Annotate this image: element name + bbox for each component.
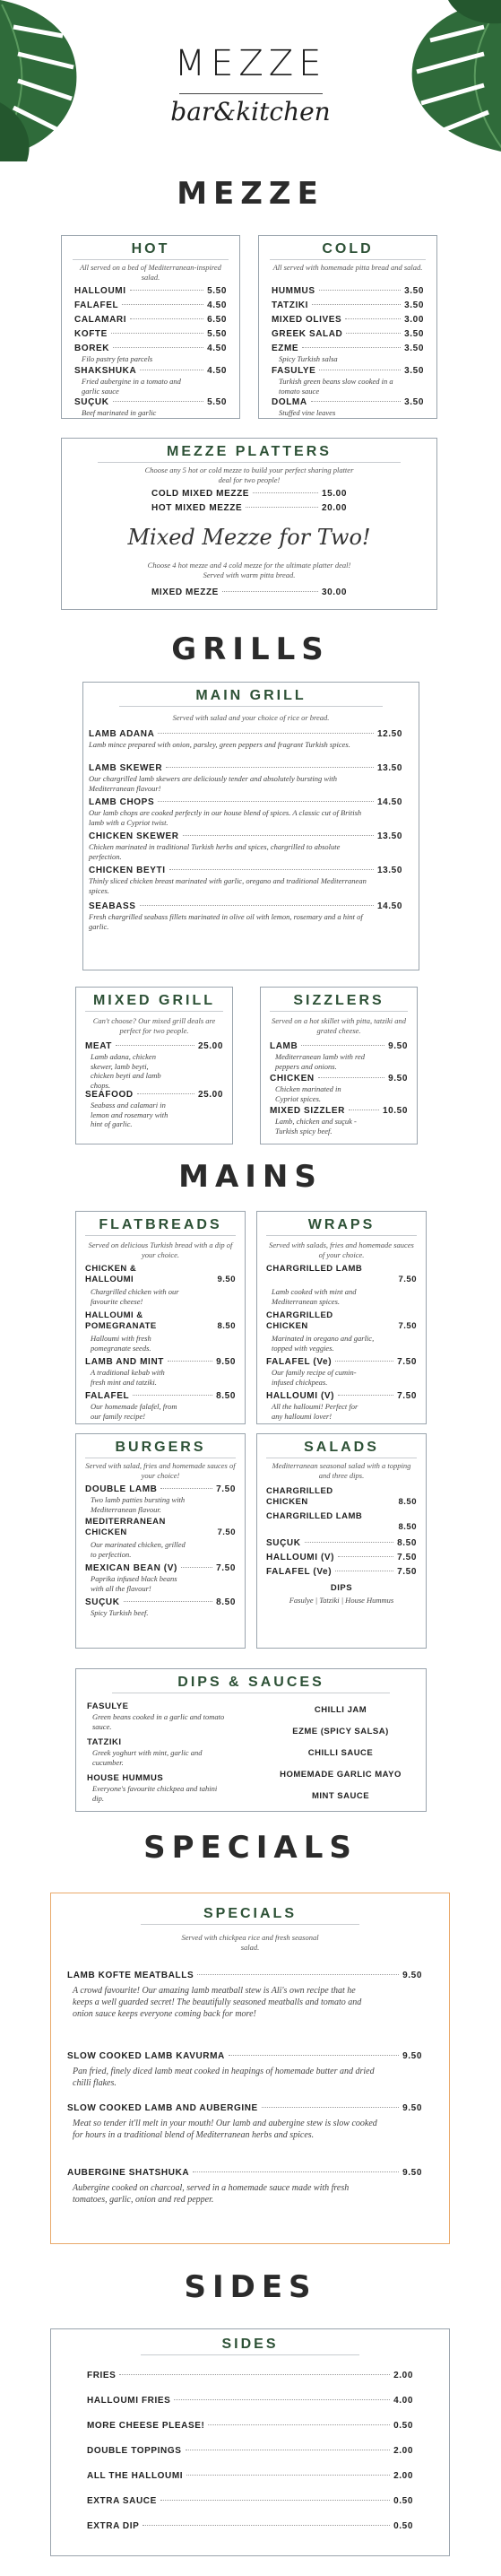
- item-description: Fresh chargrilled seabass fillets marinated in olive oil with lemon, rosemary and a hint of garlic.: [89, 912, 363, 931]
- main-grill-card: [82, 682, 419, 970]
- divider: [119, 706, 383, 707]
- section-title-sides: SIDES: [184, 2269, 317, 2305]
- sauce-item: EZME (SPICY SALSA): [292, 1727, 389, 1736]
- menu-item: LAMB KOFTE MEATBALLS 9.50: [67, 1971, 422, 1980]
- item-description: Our homemade falafel, from our family recipe!: [91, 1402, 177, 1421]
- item-description: Paprika infused black beans with all the flavour!: [91, 1574, 177, 1593]
- menu-item-price: 7.50: [217, 1527, 236, 1537]
- menu-item: MORE CHEESE PLEASE! 0.50: [87, 2421, 413, 2431]
- mixed-grill-card: [75, 987, 233, 1144]
- menu-item: LAMB AND MINT 9.50: [85, 1357, 236, 1367]
- menu-item-name: MEDITERRANEAN CHICKEN: [85, 1517, 166, 1537]
- menu-item: HALLOUMI (V) 7.50: [266, 1391, 417, 1401]
- mixed-grill-subtitle: Can't choose? Our mixed grill deals are perfect for two people.: [92, 1016, 216, 1035]
- divider: [266, 1235, 417, 1236]
- divider: [141, 1924, 359, 1925]
- menu-item: COLD MIXED MEZZE 15.00: [151, 489, 347, 499]
- item-description: Chicken marinated in Cypriot spices.: [275, 1084, 341, 1103]
- flatbreads-title: FLATBREADS: [99, 1217, 222, 1232]
- cold-title: COLD: [322, 241, 374, 257]
- item-description: Turkish green beans slow cooked in a tomato sauce: [279, 377, 393, 396]
- specials-card-title: SPECIALS: [203, 1906, 297, 1921]
- sizzlers-card: [260, 987, 418, 1144]
- item-description: Beef marinated in garlic: [82, 408, 157, 417]
- section-title-grills: GRILLS: [171, 631, 330, 667]
- menu-item-price: 7.50: [398, 1275, 417, 1284]
- burgers-subtitle: Served with salad, fries and homemade sauces of your choice!: [85, 1461, 236, 1480]
- specials-subtitle: Served with chickpea rice and fresh seasonal salad.: [181, 1933, 319, 1952]
- dips-label: DIPS: [330, 1583, 353, 1593]
- menu-item: SUÇUK 5.50: [74, 397, 227, 407]
- hot-title: HOT: [131, 241, 170, 257]
- menu-item: GREEK SALAD 3.50: [272, 329, 424, 339]
- menu-item: DOUBLE TOPPINGS 2.00: [87, 2446, 413, 2456]
- salads-title: SALADS: [304, 1440, 379, 1455]
- platters-subtitle: Choose any 5 hot or cold mezze to build your perfect sharing platter deal for two people!: [144, 466, 354, 484]
- dips-list: Fasulye | Tatziki | House Hummus: [289, 1596, 394, 1605]
- platters-subtitle-2: Choose 4 hot mezze and 4 cold mezze for the ultimate platter deal! Served with warm pitta bread.: [147, 561, 351, 579]
- menu-item: FALAFEL (Ve) 7.50: [266, 1567, 417, 1577]
- menu-item: LAMB SKEWER 13.50: [89, 763, 402, 773]
- item-description: Filo pastry feta parcels: [82, 354, 153, 363]
- item-description: A traditional kebab with fresh mint and tatziki.: [91, 1368, 165, 1387]
- section-title-specials: SPECIALS: [143, 1830, 358, 1866]
- item-description: Halloumi with fresh pomegranate seeds.: [91, 1334, 151, 1353]
- salads-card: [256, 1433, 427, 1649]
- item-description: Spicy Turkish salsa: [279, 354, 338, 363]
- menu-item-name: CHICKEN & HALLOUMI: [85, 1264, 137, 1284]
- menu-item: BOREK 4.50: [74, 344, 227, 353]
- main-grill-title: MAIN GRILL: [195, 688, 307, 703]
- dip-name: FASULYE: [87, 1701, 129, 1711]
- menu-item-price: 8.50: [398, 1522, 417, 1532]
- sauce-item: CHILLI SAUCE: [307, 1748, 374, 1758]
- item-description: All the halloumi! Perfect for any halloumi lover!: [272, 1402, 358, 1421]
- menu-item-price: 9.50: [217, 1275, 236, 1284]
- wraps-card: [256, 1211, 427, 1424]
- menu-item: CHICKEN 9.50: [270, 1074, 408, 1083]
- divider: [270, 259, 426, 260]
- menu-item: EXTRA SAUCE 0.50: [87, 2496, 413, 2506]
- platters-script-heading: Mixed Mezze for Two!: [127, 525, 371, 550]
- menu-item: DOUBLE LAMB 7.50: [85, 1484, 236, 1494]
- sauce-item: HOMEMADE GARLIC MAYO: [280, 1770, 402, 1780]
- flatbreads-subtitle: Served on delicious Turkish bread with a dip of your choice.: [88, 1240, 233, 1259]
- menu-item: MIXED MEZZE 30.00: [151, 587, 347, 597]
- menu-item: FASULYE 3.50: [272, 366, 424, 376]
- item-description: Two lamb patties bursting with Mediterranean flavour.: [91, 1495, 186, 1514]
- menu-item: FALAFEL (Ve) 7.50: [266, 1357, 417, 1367]
- menu-item: SLOW COOKED LAMB AND AUBERGINE 9.50: [67, 2103, 422, 2113]
- item-description: Thinly sliced chicken breast marinated with garlic, oregano and traditional Mediterranean spices.: [89, 876, 367, 895]
- menu-item: HUMMUS 3.50: [272, 286, 424, 296]
- hot-subtitle: All served on a bed of Mediterranean-inspired salad.: [80, 263, 221, 282]
- flatbreads-card: [75, 1211, 246, 1424]
- logo-subtitle: bar&kitchen: [170, 97, 331, 126]
- sides-card: [50, 2328, 450, 2556]
- item-description: Meat so tender it'll melt in your mouth! Our lamb and aubergine stew is slow cooked for hours in a traditional blend of Mediterranean herbs and spices.: [73, 2119, 377, 2140]
- item-description: Stuffed vine leaves: [279, 408, 336, 417]
- sauce-item: MINT SAUCE: [311, 1791, 370, 1801]
- item-description: Lamb mince prepared with onion, parsley, green peppers and fragrant Turkish spices.: [89, 740, 350, 749]
- menu-item: LAMB 9.50: [270, 1041, 408, 1051]
- sides-card-title: SIDES: [221, 2337, 279, 2352]
- menu-item: EZME 3.50: [272, 344, 424, 353]
- dip-name: TATZIKI: [87, 1737, 122, 1747]
- divider: [85, 1011, 223, 1012]
- salads-subtitle: Mediterranean seasonal salad with a topping and three dips.: [272, 1461, 411, 1480]
- item-description: Our chargrilled lamb skewers are deliciously tender and absolutely bursting with Mediterranean flavour!: [89, 774, 338, 793]
- mezze-platters-card: [61, 438, 437, 610]
- item-description: Marinated in oregano and garlic, topped with veggies.: [272, 1334, 375, 1353]
- dip-description: Green beans cooked in a garlic and tomato sauce.: [92, 1712, 225, 1731]
- dip-name: HOUSE HUMMUS: [87, 1773, 164, 1783]
- menu-item: SEABASS 14.50: [89, 901, 402, 911]
- menu-item: SUÇUK 8.50: [266, 1538, 417, 1548]
- menu-item: DOLMA 3.50: [272, 397, 424, 407]
- menu-item: MEXICAN BEAN (V) 7.50: [85, 1563, 236, 1573]
- divider: [141, 2354, 359, 2355]
- menu-item: CALAMARI 6.50: [74, 315, 227, 325]
- logo-wordmark: MEZZE: [174, 43, 327, 84]
- item-description: Pan fried, finely diced lamb meat cooked in heapings of homemade butter and dried chilli flakes.: [73, 2067, 375, 2088]
- wraps-subtitle: Served with salads, fries and homemade sauces of your choice.: [269, 1240, 414, 1259]
- item-description: Fried aubergine in a tomato and garlic sauce: [82, 377, 181, 396]
- cold-mezze-card: [258, 235, 437, 419]
- logo-divider: [179, 93, 323, 94]
- item-description: Our lamb chops are cooked perfectly in our house blend of spices. A classic cut of British lamb with a Cypriot twist.: [89, 808, 362, 827]
- menu-item: MEAT 25.00: [85, 1041, 223, 1051]
- menu-item: SHAKSHUKA 4.50: [74, 366, 227, 376]
- item-description: A crowd favourite! Our amazing lamb meatball stew is Ali's own recipe that he keeps a well guarded secret! The beautifully seasoned meatballs and tomato and onion sauce keeps everyone coming back for more!: [73, 1986, 362, 2019]
- mixed-grill-title: MIXED GRILL: [92, 993, 216, 1008]
- menu-item: FALAFEL 8.50: [85, 1391, 236, 1401]
- menu-item: HALLOUMI 5.50: [74, 286, 227, 296]
- divider: [98, 462, 401, 463]
- item-description: Our family recipe of cumin-infused chickpeas.: [272, 1368, 357, 1387]
- menu-item: SUÇUK 8.50: [85, 1597, 236, 1607]
- menu-item: LAMB ADANA 12.50: [89, 729, 402, 739]
- burgers-card: [75, 1433, 246, 1649]
- item-description: Seabass and calamari in lemon and rosemary with hint of garlic.: [91, 1101, 168, 1128]
- menu-item: CHICKEN BEYTI 13.50: [89, 866, 402, 875]
- menu-item: EXTRA DIP 0.50: [87, 2521, 413, 2531]
- sizzlers-subtitle: Served on a hot skillet with pitta, tatziki and grated cheese.: [272, 1016, 406, 1035]
- menu-item-name: CHARGRILLED CHICKEN: [266, 1486, 333, 1507]
- menu-item: ALL THE HALLOUMI 2.00: [87, 2471, 413, 2481]
- menu-item-name: HALLOUMI & POMEGRANATE: [85, 1310, 157, 1331]
- item-description: Lamb cooked with mint and Mediterranean spices.: [272, 1287, 357, 1306]
- section-title-mains: MAINS: [178, 1159, 323, 1195]
- menu-item-name: CHARGRILLED LAMB: [266, 1264, 363, 1274]
- specials-card: [50, 1893, 450, 2244]
- divider: [73, 259, 229, 260]
- dips-sauces-card: [75, 1668, 427, 1812]
- main-grill-subtitle: Served with salad and your choice of rice or bread.: [172, 713, 330, 722]
- menu-item: HALLOUMI FRIES 4.00: [87, 2396, 413, 2406]
- item-description: Aubergine cooked on charcoal, served in a homemade sauce made with fresh tomatoes, garlic, onion and red pepper.: [73, 2183, 350, 2205]
- menu-item: FRIES 2.00: [87, 2371, 413, 2380]
- menu-item: LAMB CHOPS 14.50: [89, 797, 402, 807]
- item-description: Chargrilled chicken with our favourite cheese!: [91, 1287, 179, 1306]
- item-description: Our marinated chicken, grilled to perfection.: [91, 1540, 186, 1559]
- menu-item: AUBERGINE SHATSHUKA 9.50: [67, 2168, 422, 2178]
- item-description: Mediterranean lamb with red peppers and onions.: [275, 1052, 366, 1071]
- item-description: Spicy Turkish beef.: [91, 1608, 149, 1617]
- menu-item-price: 7.50: [398, 1321, 417, 1331]
- burgers-title: BURGERS: [115, 1440, 206, 1455]
- sizzlers-title: SIZZLERS: [293, 993, 384, 1008]
- menu-item: HALLOUMI (V) 7.50: [266, 1553, 417, 1562]
- cold-subtitle: All served with homemade pitta bread and salad.: [272, 263, 423, 272]
- menu-item: CHICKEN SKEWER 13.50: [89, 831, 402, 841]
- menu-item-name: CHARGRILLED CHICKEN: [266, 1310, 333, 1331]
- menu-item-price: 8.50: [398, 1497, 417, 1507]
- wraps-title: WRAPS: [307, 1217, 376, 1232]
- menu-item-name: CHARGRILLED LAMB: [266, 1511, 363, 1521]
- dip-description: Greek yoghurt with mint, garlic and cucumber.: [92, 1748, 203, 1767]
- divider: [270, 1011, 408, 1012]
- item-description: Lamb, chicken and suçuk - Turkish spicy beef.: [275, 1117, 357, 1136]
- menu-item-price: 8.50: [217, 1321, 236, 1331]
- menu-item: SEAFOOD 25.00: [85, 1090, 223, 1100]
- hot-mezze-card: [61, 235, 240, 419]
- sauce-item: CHILLI JAM: [314, 1705, 367, 1715]
- menu-item: HOT MIXED MEZZE 20.00: [151, 503, 347, 513]
- dip-description: Everyone's favourite chickpea and tahini dip.: [92, 1784, 218, 1803]
- menu-item: MIXED OLIVES 3.00: [272, 315, 424, 325]
- menu-item: TATZIKI 3.50: [272, 300, 424, 310]
- dips-title: DIPS & SAUCES: [177, 1675, 324, 1690]
- menu-item: SLOW COOKED LAMB KAVURMA 9.50: [67, 2051, 422, 2061]
- menu-item: MIXED SIZZLER 10.50: [270, 1106, 408, 1116]
- menu-item: FALAFEL 4.50: [74, 300, 227, 310]
- item-description: Chicken marinated in traditional Turkish herbs and spices, chargrilled to absolute perfection.: [89, 842, 341, 861]
- divider: [85, 1235, 236, 1236]
- platters-title: MEZZE PLATTERS: [167, 444, 332, 459]
- item-description: Lamb adana, chicken skewer, lamb beyti, chicken beyti and lamb chops.: [91, 1052, 161, 1090]
- section-title-mezze: MEZZE: [177, 176, 324, 212]
- menu-item: KOFTE 5.50: [74, 329, 227, 339]
